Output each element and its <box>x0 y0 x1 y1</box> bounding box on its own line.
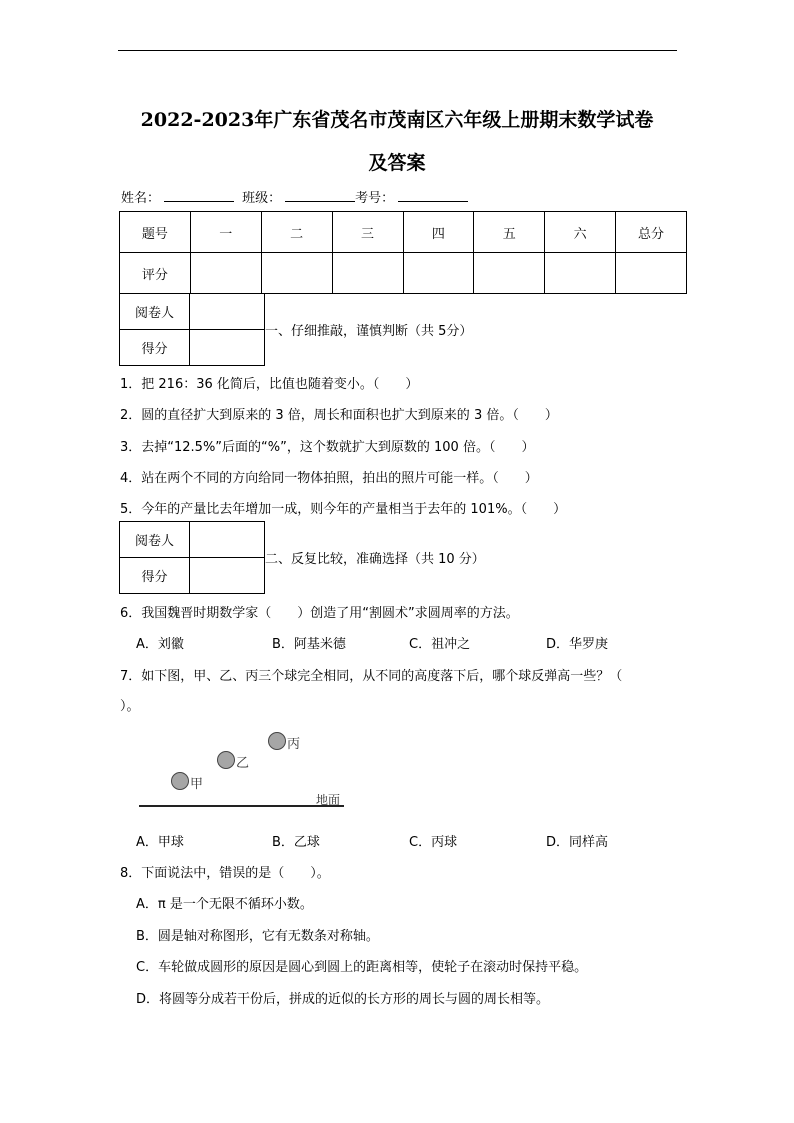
header-cell: 六 <box>545 212 616 253</box>
title-line-1: 2022-2023年广东省茂名市茂南区六年级上册期末数学试卷 <box>140 109 654 131</box>
q8-option-a: A．π 是一个无限不循环小数。 <box>136 897 313 912</box>
ball-bing-icon <box>268 732 286 750</box>
reviewer-cell[interactable] <box>190 294 265 330</box>
header-cell: 一 <box>190 212 261 253</box>
reviewer-label: 阅卷人 <box>120 294 190 330</box>
q7-option-b: B．乙球 <box>272 835 320 850</box>
ball-yi-icon <box>217 751 235 769</box>
score-cell[interactable] <box>403 253 474 294</box>
score-cell[interactable] <box>332 253 403 294</box>
score-cell[interactable] <box>545 253 616 294</box>
header-cell: 总分 <box>616 212 687 253</box>
ball-label: 丙 <box>287 737 301 752</box>
question-6: 6．我国魏晋时期数学家（ ）创造了用“割圆术”求圆周率的方法。 <box>120 606 519 621</box>
ground-line <box>139 805 344 807</box>
header-rule <box>118 50 677 51</box>
score-cell[interactable] <box>474 253 545 294</box>
name-label: 姓名： <box>121 191 161 206</box>
grader-table-1 <box>119 293 265 366</box>
reviewer-label: 阅卷人 <box>120 522 190 558</box>
q6-option-c: C．祖冲之 <box>409 637 471 652</box>
q8-option-b: B．圆是轴对称图形，它有无数条对称轴。 <box>136 929 379 944</box>
header-cell: 二 <box>261 212 332 253</box>
question-8: 8．下面说法中，错误的是（ ）。 <box>120 866 330 881</box>
question-5: 5．今年的产量比去年增加一成，则今年的产量相当于去年的 101%。（ ） <box>120 502 567 517</box>
question-3: 3．去掉“12.5%”后面的“%”，这个数就扩大到原数的 100 倍。（ ） <box>120 440 535 455</box>
header-cell: 题号 <box>120 212 191 253</box>
header-cell: 三 <box>332 212 403 253</box>
grader-table-2 <box>119 521 265 594</box>
score-table <box>119 211 687 294</box>
q6-option-b: B．阿基米德 <box>272 637 346 652</box>
question-7-end: ）。 <box>120 699 140 714</box>
student-info <box>121 187 472 206</box>
class-blank[interactable] <box>285 189 355 202</box>
ground-label: 地面 <box>316 793 341 807</box>
question-4: 4．站在两个不同的方向给同一物体拍照，拍出的照片可能一样。（ ） <box>120 471 538 486</box>
score-header-row <box>120 212 687 253</box>
q6-option-d: D．华罗庚 <box>546 637 609 652</box>
q6-option-a: A．刘徽 <box>136 637 184 652</box>
ball-jia-icon <box>171 772 189 790</box>
class-label: 班级： <box>242 191 282 206</box>
grader-score-cell[interactable] <box>190 330 265 366</box>
score-label: 得分 <box>120 558 190 594</box>
score-cell[interactable] <box>190 253 261 294</box>
score-row <box>120 253 687 294</box>
q7-option-d: D．同样高 <box>546 835 609 850</box>
name-blank[interactable] <box>164 189 234 202</box>
id-blank[interactable] <box>398 189 468 202</box>
reviewer-cell[interactable] <box>190 522 265 558</box>
title-line-2: 及答案 <box>368 152 426 174</box>
q7-option-a: A．甲球 <box>136 835 184 850</box>
question-2: 2．圆的直径扩大到原来的 3 倍，周长和面积也扩大到原来的 3 倍。（ ） <box>120 408 558 423</box>
header-cell: 五 <box>474 212 545 253</box>
grader-score-cell[interactable] <box>190 558 265 594</box>
question-1: 1．把 216：36 化简后，比值也随着变小。（ ） <box>120 377 419 392</box>
q8-option-d: D．将圆等分成若干份后，拼成的近似的长方形的周长与圆的周长相等。 <box>136 992 550 1007</box>
q7-option-c: C．丙球 <box>409 835 458 850</box>
ball-label: 乙 <box>236 756 250 771</box>
section-1-heading: 一、仔细推敲，谨慎判断（共 5分） <box>265 324 473 339</box>
header-cell: 四 <box>403 212 474 253</box>
section-2-heading: 二、反复比较，准确选择（共 10 分） <box>265 552 485 567</box>
id-label: 考号： <box>355 191 395 206</box>
q8-option-c: C．车轮做成圆形的原因是圆心到圆上的距离相等，使轮子在滚动时保持平稳。 <box>136 960 588 975</box>
ball-label: 甲 <box>190 777 204 792</box>
score-cell[interactable] <box>616 253 687 294</box>
row-label: 评分 <box>120 253 191 294</box>
score-label: 得分 <box>120 330 190 366</box>
question-7: 7．如下图，甲、乙、丙三个球完全相同，从不同的高度落下后，哪个球反弹高一些？（ <box>120 669 623 684</box>
score-cell[interactable] <box>261 253 332 294</box>
